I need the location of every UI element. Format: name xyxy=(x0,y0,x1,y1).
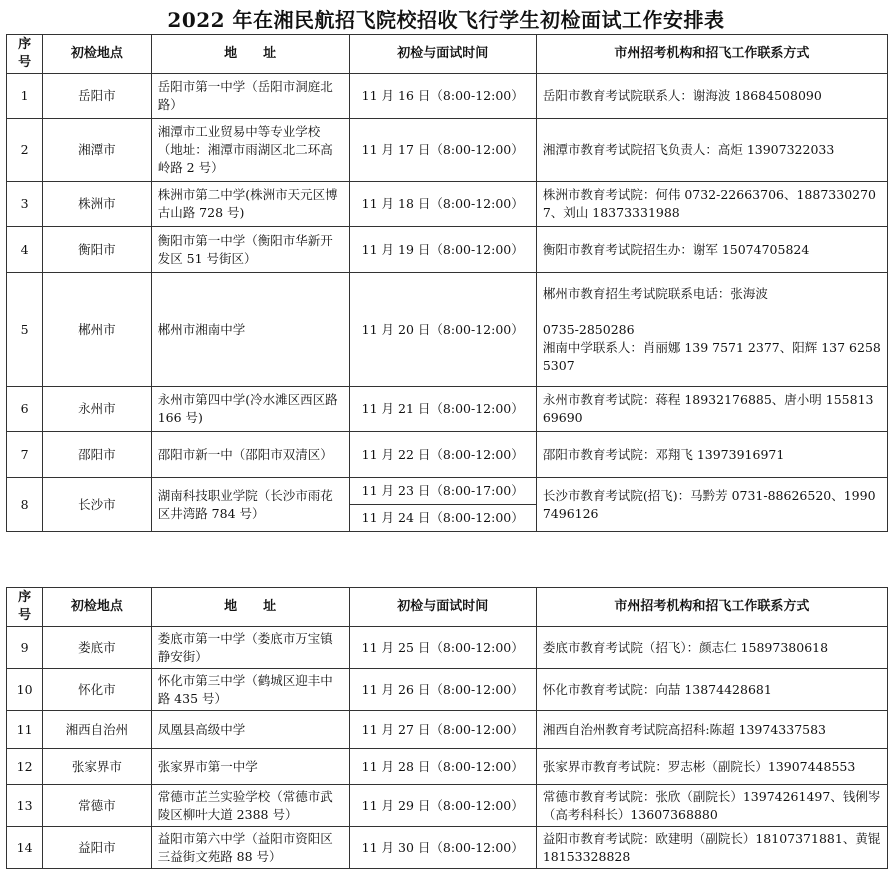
table-row xyxy=(7,827,888,869)
table-row xyxy=(7,627,888,669)
schedule-table-2 xyxy=(6,587,888,869)
header-time: 初检与面试时间 xyxy=(349,588,536,627)
row-location: 湘潭市 xyxy=(43,119,152,182)
table-row xyxy=(7,669,888,711)
row-location: 娄底市 xyxy=(43,627,152,669)
row-contact: 益阳市教育考试院：欧建明（副院长）18107371881、黄锟 18153328828 xyxy=(536,827,887,869)
row-time: 11 月 16 日（8:00-12:00） xyxy=(349,74,536,119)
table-row xyxy=(7,478,888,505)
table-row xyxy=(7,182,888,227)
row-no: 11 xyxy=(7,711,43,749)
row-location: 张家界市 xyxy=(43,749,152,785)
row-no: 6 xyxy=(7,387,43,432)
table-row xyxy=(7,711,888,749)
row-address: 湖南科技职业学院（长沙市雨花区井湾路 784 号） xyxy=(151,478,349,532)
header-time: 初检与面试时间 xyxy=(349,35,536,74)
row-contact: 衡阳市教育考试院招生办：谢军 15074705824 xyxy=(536,227,887,273)
header-row xyxy=(7,35,888,74)
table-row xyxy=(7,119,888,182)
row-contact: 永州市教育考试院：蒋程 18932176885、唐小明 15581369690 xyxy=(536,387,887,432)
row-time: 11 月 19 日（8:00-12:00） xyxy=(349,227,536,273)
row-time: 11 月 17 日（8:00-12:00） xyxy=(349,119,536,182)
row-contact xyxy=(536,273,887,387)
schedule-table-1 xyxy=(6,34,888,532)
row-location: 怀化市 xyxy=(43,669,152,711)
header-contact: 市州招考机构和招飞工作联系方式 xyxy=(536,35,887,74)
row-location: 益阳市 xyxy=(43,827,152,869)
row-time: 11 月 26 日（8:00-12:00） xyxy=(349,669,536,711)
row-address: 株洲市第二中学(株洲市天元区博古山路 728 号) xyxy=(151,182,349,227)
row-time: 11 月 22 日（8:00-12:00） xyxy=(349,432,536,478)
row-contact: 常德市教育考试院：张欣（副院长）13974261497、钱俐岑（高考科科长）13607368880 xyxy=(536,785,887,827)
row-contact: 邵阳市教育考试院：邓翔飞 13973916971 xyxy=(536,432,887,478)
row-address: 常德市芷兰实验学校（常德市武陵区柳叶大道 2388 号） xyxy=(151,785,349,827)
contact-line: 0735-2850286 xyxy=(542,321,635,337)
row-no: 9 xyxy=(7,627,43,669)
header-no: 序号 xyxy=(7,35,43,74)
row-address: 张家界市第一中学 xyxy=(151,749,349,785)
row-location: 衡阳市 xyxy=(43,227,152,273)
row-address: 娄底市第一中学（娄底市万宝镇静安街） xyxy=(151,627,349,669)
header-row xyxy=(7,588,888,627)
table-row xyxy=(7,273,888,387)
row-contact: 湘西自治州教育考试院高招科:陈超 13974337583 xyxy=(536,711,887,749)
row-no: 7 xyxy=(7,432,43,478)
row-contact: 张家界市教育考试院：罗志彬（副院长）13907448553 xyxy=(536,749,887,785)
row-time: 11 月 28 日（8:00-12:00） xyxy=(349,749,536,785)
contact-line: 郴州市教育招生考试院联系电话：张海波 xyxy=(542,285,768,301)
row-location: 常德市 xyxy=(43,785,152,827)
table-row xyxy=(7,785,888,827)
row-contact: 怀化市教育考试院：向喆 13874428681 xyxy=(536,669,887,711)
document-title: 2022 年在湘民航招飞院校招收飞行学生初检面试工作安排表 xyxy=(167,8,725,32)
row-time: 11 月 30 日（8:00-12:00） xyxy=(349,827,536,869)
row-no: 4 xyxy=(7,227,43,273)
row-address: 永州市第四中学(冷水滩区西区路 166 号) xyxy=(151,387,349,432)
header-address: 地 址 xyxy=(151,35,349,74)
row-time: 11 月 18 日（8:00-12:00） xyxy=(349,182,536,227)
row-location: 郴州市 xyxy=(43,273,152,387)
row-address: 邵阳市新一中（邵阳市双清区） xyxy=(151,432,349,478)
row-no: 14 xyxy=(7,827,43,869)
row-no: 2 xyxy=(7,119,43,182)
row-address: 岳阳市第一中学（岳阳市洞庭北路） xyxy=(151,74,349,119)
row-no: 13 xyxy=(7,785,43,827)
row-time: 11 月 29 日（8:00-12:00） xyxy=(349,785,536,827)
row-no: 1 xyxy=(7,74,43,119)
row-location: 株洲市 xyxy=(43,182,152,227)
table-row xyxy=(7,432,888,478)
row-time: 11 月 23 日（8:00-17:00） xyxy=(349,478,536,505)
row-location: 长沙市 xyxy=(43,478,152,532)
row-address: 郴州市湘南中学 xyxy=(151,273,349,387)
row-location: 湘西自治州 xyxy=(43,711,152,749)
row-contact: 长沙市教育考试院(招飞)：马黔芳 0731-88626520、19907496126 xyxy=(536,478,887,532)
contact-line: 湘南中学联系人：肖丽娜 139 7571 2377、阳辉 137 6258 5307 xyxy=(542,339,881,373)
row-no: 5 xyxy=(7,273,43,387)
header-no: 序号 xyxy=(7,588,43,627)
row-no: 10 xyxy=(7,669,43,711)
table-row xyxy=(7,227,888,273)
row-contact: 岳阳市教育考试院联系人：谢海波 18684508090 xyxy=(536,74,887,119)
row-address: 湘潭市工业贸易中等专业学校（地址：湘潭市雨湖区北二环高岭路 2 号） xyxy=(151,119,349,182)
row-location: 邵阳市 xyxy=(43,432,152,478)
row-contact: 株洲市教育考试院：何伟 0732-22663706、18873302707、刘山 18373331988 xyxy=(536,182,887,227)
table-row xyxy=(7,387,888,432)
row-location: 岳阳市 xyxy=(43,74,152,119)
row-no: 8 xyxy=(7,478,43,532)
row-address: 怀化市第三中学（鹤城区迎丰中路 435 号） xyxy=(151,669,349,711)
table-row xyxy=(7,74,888,119)
row-contact: 湘潭市教育考试院招飞负责人：高炬 13907322033 xyxy=(536,119,887,182)
row-contact: 娄底市教育考试院（招飞）：颜志仁 15897380618 xyxy=(536,627,887,669)
row-location: 永州市 xyxy=(43,387,152,432)
table-row xyxy=(7,749,888,785)
row-time-second: 11 月 24 日（8:00-12:00） xyxy=(349,505,536,532)
row-address: 衡阳市第一中学（衡阳市华新开发区 51 号街区） xyxy=(151,227,349,273)
header-location: 初检地点 xyxy=(43,35,152,74)
row-no: 3 xyxy=(7,182,43,227)
row-address: 益阳市第六中学（益阳市资阳区三益街文苑路 88 号） xyxy=(151,827,349,869)
row-time: 11 月 21 日（8:00-12:00） xyxy=(349,387,536,432)
row-no: 12 xyxy=(7,749,43,785)
row-address: 凤凰县高级中学 xyxy=(151,711,349,749)
row-time: 11 月 27 日（8:00-12:00） xyxy=(349,711,536,749)
header-location: 初检地点 xyxy=(43,588,152,627)
header-contact: 市州招考机构和招飞工作联系方式 xyxy=(536,588,887,627)
row-time: 11 月 25 日（8:00-12:00） xyxy=(349,627,536,669)
row-time: 11 月 20 日（8:00-12:00） xyxy=(349,273,536,387)
header-address: 地 址 xyxy=(151,588,349,627)
